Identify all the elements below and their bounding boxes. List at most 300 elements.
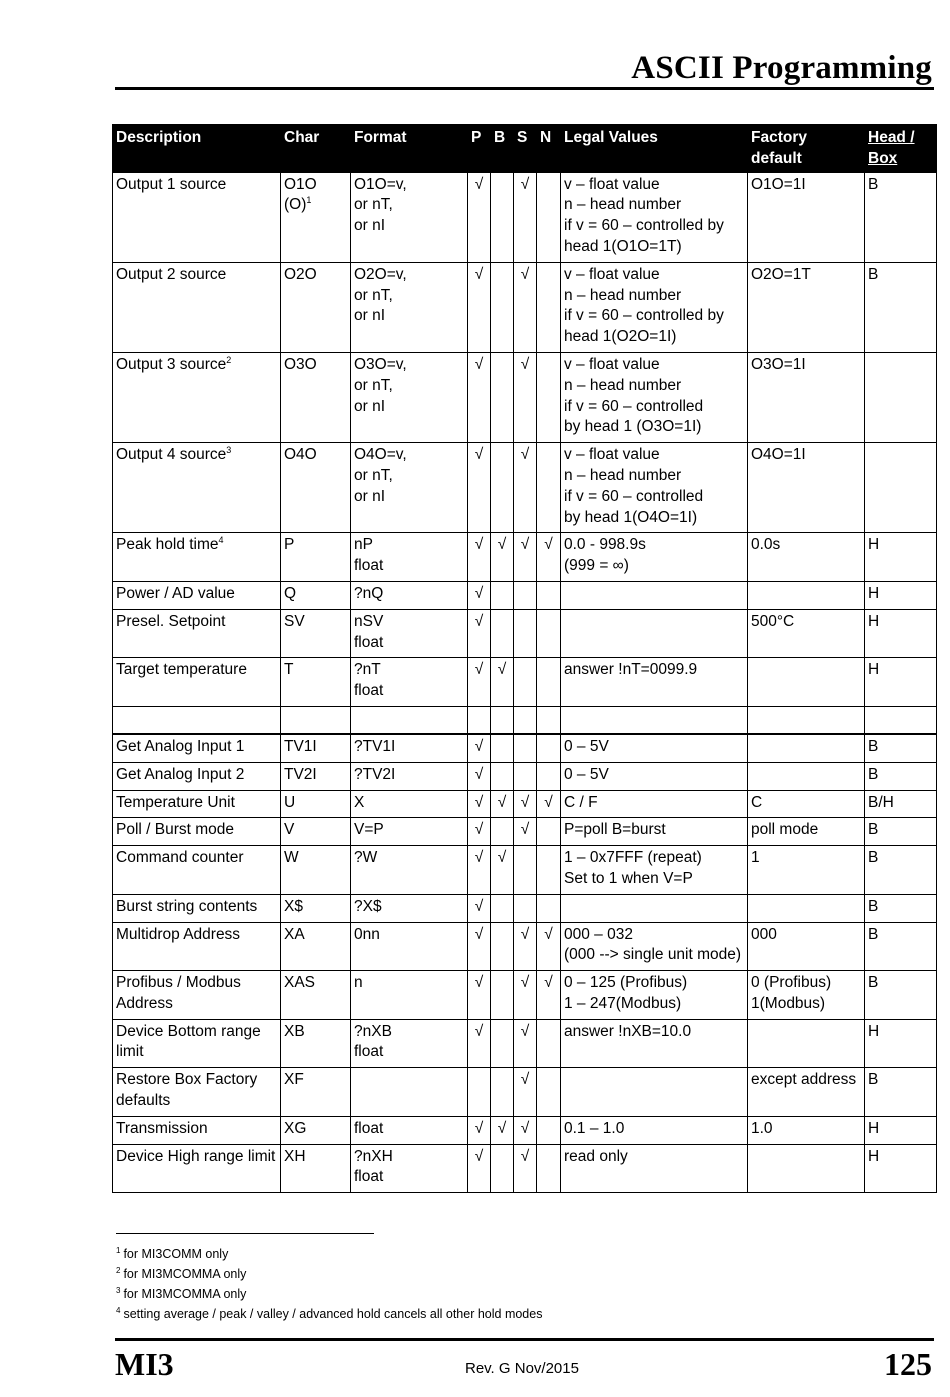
- cell-n: [537, 262, 561, 352]
- cell-head-box: [865, 734, 937, 762]
- cell-head-box: [865, 581, 937, 609]
- cell-s-text: √: [520, 1071, 530, 1089]
- cell-factory-default: [748, 352, 865, 442]
- cell-char: [281, 922, 351, 971]
- table-row: [113, 762, 937, 790]
- cell-description-text: Poll / Burst mode: [116, 821, 235, 839]
- cell-s-text: √: [520, 821, 530, 839]
- cell-s: [514, 533, 537, 582]
- cell-p: [468, 1116, 491, 1144]
- cell-factory-default: [748, 762, 865, 790]
- cell-s-text: √: [520, 536, 530, 554]
- cell-n-text: √: [544, 793, 553, 811]
- cell-format: [351, 352, 468, 442]
- cell-format-text: ?X$: [354, 897, 382, 915]
- cell-p-text: √: [474, 974, 484, 992]
- cell-head-box: [865, 971, 937, 1020]
- cell-b: [491, 609, 514, 658]
- cell-head-box: [865, 609, 937, 658]
- cell-b: [491, 846, 514, 895]
- cell-p: [468, 971, 491, 1020]
- cell-format: [351, 971, 468, 1020]
- cell-char: [281, 846, 351, 895]
- cell-factory-default: [748, 262, 865, 352]
- cell-legal-values: [561, 172, 748, 262]
- cell-format: [351, 734, 468, 762]
- cell-format: [351, 1068, 468, 1117]
- cell-head-box: [865, 352, 937, 442]
- cell-description: [113, 658, 281, 707]
- cell-n: [537, 1144, 561, 1193]
- cell-format-text: V=P: [354, 821, 384, 839]
- cell-s-text: √: [520, 1022, 530, 1040]
- cell-head-box-text: H: [868, 612, 880, 630]
- cell-n: [537, 533, 561, 582]
- cell-p-text: √: [474, 849, 484, 867]
- cell-p: [468, 922, 491, 971]
- cell-s-text: √: [520, 1147, 530, 1165]
- cell-format: [351, 443, 468, 533]
- cell-char-text: Q: [284, 584, 297, 602]
- cell-b-text: √: [497, 793, 507, 811]
- cell-b-text: √: [497, 661, 507, 679]
- footnote-text: setting average / peak / valley / advanced hold cancels all other hold modes: [123, 1307, 543, 1322]
- cell-factory-default: [748, 971, 865, 1020]
- cell-head-box: [865, 706, 937, 734]
- cell-p: [468, 894, 491, 922]
- cell-head-box: [865, 533, 937, 582]
- cell-legal-values: [561, 533, 748, 582]
- footnote-rule: [116, 1233, 374, 1234]
- footnote: [116, 1303, 542, 1323]
- cell-s: [514, 581, 537, 609]
- cell-format-text: nP float: [354, 536, 384, 575]
- cell-char-text: SV: [284, 612, 305, 630]
- cell-factory-default: [748, 922, 865, 971]
- cell-description-text: Output 3 source: [116, 355, 227, 373]
- cell-description: [113, 533, 281, 582]
- cell-char-text: TV1I: [284, 737, 317, 755]
- cell-char-text: O1O (O): [284, 175, 317, 214]
- cell-n: [537, 762, 561, 790]
- cell-factory-default-text: 000: [751, 925, 777, 943]
- cell-n-text: √: [544, 925, 553, 943]
- col-header-description: Description: [113, 125, 281, 173]
- header-rule: [115, 87, 934, 90]
- cell-legal-values: [561, 846, 748, 895]
- cell-p: [468, 1144, 491, 1193]
- cell-description-text: Multidrop Address: [116, 925, 241, 943]
- cell-format: [351, 658, 468, 707]
- cell-head-box-text: H: [868, 1022, 880, 1040]
- cell-head-box-text: B: [868, 265, 879, 283]
- cell-description-text: Power / AD value: [116, 584, 235, 602]
- cell-char: [281, 1019, 351, 1068]
- cell-format-text: O1O=v, or nT, or nI: [354, 175, 407, 235]
- cell-p-text: √: [474, 265, 484, 283]
- cell-s-text: √: [520, 355, 530, 373]
- cell-char: [281, 971, 351, 1020]
- cell-format-text: ?TV2I: [354, 765, 396, 783]
- cell-description: [113, 581, 281, 609]
- cell-b: [491, 443, 514, 533]
- cell-legal-values: [561, 581, 748, 609]
- cell-char: [281, 658, 351, 707]
- col-header-format: Format: [351, 125, 468, 173]
- cell-format: [351, 894, 468, 922]
- cell-b: [491, 1144, 514, 1193]
- cell-factory-default: [748, 609, 865, 658]
- cell-char: [281, 1068, 351, 1117]
- col-header-legal-values: Legal Values: [561, 125, 748, 173]
- cell-legal-values-text: 1 – 0x7FFF (repeat) Set to 1 when V=P: [564, 849, 702, 887]
- cell-s: [514, 443, 537, 533]
- cell-factory-default: [748, 581, 865, 609]
- cell-head-box: [865, 1144, 937, 1193]
- cell-format-text: ?W: [354, 849, 378, 867]
- cell-s: [514, 262, 537, 352]
- cell-description-text: Presel. Setpoint: [116, 612, 226, 630]
- cell-legal-values-text: 0.1 – 1.0: [564, 1119, 625, 1137]
- cell-s: [514, 846, 537, 895]
- cell-description: [113, 706, 281, 734]
- cell-factory-default-text: O1O=1I: [751, 175, 806, 193]
- cell-format: [351, 609, 468, 658]
- cell-n: [537, 443, 561, 533]
- cell-legal-values-text: answer !nT=0099.9: [564, 661, 698, 679]
- footnote-text: for MI3MCOMMA only: [123, 1287, 247, 1302]
- cell-factory-default: [748, 894, 865, 922]
- cell-legal-values-text: v – float value n – head number if v = 60 – controlled by head 1 (O3O=1I): [564, 355, 704, 436]
- cell-head-box: [865, 262, 937, 352]
- section-title: ASCII Programming: [631, 50, 932, 86]
- cell-s-text: √: [520, 175, 530, 193]
- cell-n: [537, 971, 561, 1020]
- cell-description: [113, 352, 281, 442]
- cell-description-text: Temperature Unit: [116, 793, 235, 811]
- table-body: [113, 172, 937, 1193]
- cell-char: [281, 443, 351, 533]
- cell-b: [491, 581, 514, 609]
- cell-b: [491, 172, 514, 262]
- cell-p-text: √: [474, 1022, 484, 1040]
- table-row: [113, 262, 937, 352]
- footnote-number: 2: [116, 1265, 121, 1275]
- ascii-command-table: [112, 124, 937, 1193]
- cell-s: [514, 790, 537, 818]
- col-header-factory-default: Factory default: [748, 125, 865, 173]
- footnote: [116, 1283, 542, 1303]
- cell-legal-values: [561, 352, 748, 442]
- cell-factory-default-text: 1: [751, 849, 760, 867]
- cell-head-box-text: B: [868, 849, 879, 867]
- footnote-text: for MI3MCOMMA only: [123, 1267, 247, 1282]
- cell-s: [514, 1019, 537, 1068]
- cell-factory-default-text: 1.0: [751, 1119, 773, 1137]
- cell-p-text: √: [474, 897, 484, 915]
- cell-description-text: Get Analog Input 2: [116, 765, 245, 783]
- cell-p-text: √: [474, 1147, 484, 1165]
- cell-description: [113, 1019, 281, 1068]
- cell-legal-values: [561, 922, 748, 971]
- footnote-ref: 2: [226, 354, 232, 365]
- cell-char-text: XG: [284, 1119, 307, 1137]
- cell-p-text: √: [474, 661, 484, 679]
- cell-head-box-text: B/H: [868, 793, 894, 811]
- cell-factory-default: [748, 1019, 865, 1068]
- cell-head-box-text: H: [868, 661, 880, 679]
- cell-char: [281, 762, 351, 790]
- cell-head-box: [865, 790, 937, 818]
- cell-description-text: Output 4 source: [116, 446, 227, 464]
- cell-p: [468, 762, 491, 790]
- cell-factory-default-text: except address: [751, 1071, 857, 1089]
- cell-b: [491, 352, 514, 442]
- cell-char-text: XA: [284, 925, 305, 943]
- cell-factory-default: [748, 846, 865, 895]
- cell-p-text: √: [474, 536, 484, 554]
- revision-label: Rev. G Nov/2015: [465, 1360, 579, 1377]
- cell-description-text: Output 2 source: [116, 265, 227, 283]
- cell-head-box: [865, 1068, 937, 1117]
- cell-head-box-text: B: [868, 737, 879, 755]
- cell-p: [468, 352, 491, 442]
- col-header-s: S: [514, 125, 537, 173]
- cell-p-text: √: [474, 446, 484, 464]
- cell-legal-values-text: v – float value n – head number if v = 60 – controlled by head 1(O4O=1I): [564, 446, 704, 526]
- cell-p-text: √: [474, 584, 484, 602]
- cell-factory-default: [748, 1068, 865, 1117]
- cell-b: [491, 818, 514, 846]
- cell-n: [537, 1019, 561, 1068]
- cell-head-box-text: B: [868, 974, 879, 992]
- cell-description-text: Transmission: [116, 1119, 208, 1137]
- cell-s-text: √: [520, 265, 530, 283]
- cell-description: [113, 443, 281, 533]
- cell-s: [514, 1144, 537, 1193]
- cell-format-text: ?nXB float: [354, 1022, 392, 1061]
- cell-format: [351, 706, 468, 734]
- table-row: [113, 1068, 937, 1117]
- col-header-p: P: [468, 125, 491, 173]
- cell-factory-default: [748, 818, 865, 846]
- cell-p-text: √: [474, 793, 484, 811]
- cell-s-text: √: [520, 974, 530, 992]
- cell-factory-default-text: poll mode: [751, 821, 819, 839]
- cell-legal-values-text: v – float value n – head number if v = 60 – controlled by head 1(O2O=1I): [564, 265, 724, 346]
- cell-head-box: [865, 894, 937, 922]
- cell-p: [468, 172, 491, 262]
- cell-legal-values: [561, 706, 748, 734]
- cell-b: [491, 762, 514, 790]
- cell-b: [491, 734, 514, 762]
- cell-factory-default-text: O2O=1T: [751, 265, 811, 283]
- cell-char: [281, 734, 351, 762]
- cell-head-box-text: H: [868, 1147, 880, 1165]
- page-number: 125: [884, 1346, 932, 1382]
- cell-n: [537, 609, 561, 658]
- cell-n: [537, 894, 561, 922]
- cell-legal-values: [561, 1116, 748, 1144]
- table-row: [113, 172, 937, 262]
- cell-format: [351, 762, 468, 790]
- cell-factory-default-text: O3O=1I: [751, 355, 806, 373]
- footnote-ref: 3: [226, 445, 232, 455]
- cell-format-text: nSV float: [354, 612, 384, 651]
- cell-char: [281, 790, 351, 818]
- cell-factory-default: [748, 706, 865, 734]
- cell-format: [351, 262, 468, 352]
- cell-n: [537, 352, 561, 442]
- cell-legal-values: [561, 609, 748, 658]
- cell-factory-default: [748, 658, 865, 707]
- cell-p-text: √: [474, 612, 484, 630]
- cell-head-box-text: B: [868, 925, 879, 943]
- cell-n-text: √: [544, 974, 553, 992]
- footnote-ref: 4: [218, 535, 224, 546]
- cell-char: [281, 1116, 351, 1144]
- cell-s: [514, 971, 537, 1020]
- cell-factory-default-text: 500°C: [751, 612, 795, 630]
- cell-n: [537, 734, 561, 762]
- cell-s: [514, 762, 537, 790]
- cell-char-text: O2O: [284, 265, 317, 283]
- cell-description: [113, 1144, 281, 1193]
- cell-description: [113, 818, 281, 846]
- cell-head-box-text: H: [868, 1119, 880, 1137]
- cell-factory-default: [748, 443, 865, 533]
- cell-format: [351, 533, 468, 582]
- cell-s: [514, 818, 537, 846]
- cell-char-text: TV2I: [284, 765, 317, 783]
- cell-head-box-text: H: [868, 584, 880, 602]
- cell-format-text: X: [354, 793, 365, 811]
- cell-n: [537, 581, 561, 609]
- cell-format-text: 0nn: [354, 925, 380, 943]
- cell-s-text: √: [520, 793, 530, 811]
- cell-char-text: XAS: [284, 974, 316, 992]
- table-row: [113, 922, 937, 971]
- cell-p: [468, 790, 491, 818]
- cell-format: [351, 846, 468, 895]
- cell-format-text: O3O=v, or nT, or nI: [354, 355, 407, 415]
- cell-legal-values-text: C / F: [564, 793, 598, 811]
- col-header-b: B: [491, 125, 514, 173]
- cell-p: [468, 533, 491, 582]
- cell-p: [468, 262, 491, 352]
- col-header-char: Char: [281, 125, 351, 173]
- cell-description: [113, 762, 281, 790]
- cell-s: [514, 658, 537, 707]
- cell-factory-default-text: O4O=1I: [751, 446, 806, 464]
- cell-description-text: Command counter: [116, 849, 244, 867]
- cell-char-text: T: [284, 661, 294, 679]
- footnote: [116, 1263, 542, 1283]
- cell-n: [537, 1116, 561, 1144]
- cell-description-text: Burst string contents: [116, 897, 258, 915]
- document-code: MI3: [115, 1346, 174, 1382]
- cell-char-text: O4O: [284, 446, 317, 464]
- cell-p: [468, 581, 491, 609]
- table-row: [113, 1144, 937, 1193]
- cell-p-text: √: [474, 355, 484, 373]
- cell-factory-default: [748, 734, 865, 762]
- cell-legal-values: [561, 762, 748, 790]
- cell-char: [281, 1144, 351, 1193]
- cell-n: [537, 790, 561, 818]
- table-row: [113, 1116, 937, 1144]
- cell-head-box-text: B: [868, 1071, 879, 1089]
- cell-format: [351, 1144, 468, 1193]
- cell-b-text: √: [497, 849, 507, 867]
- cell-format: [351, 172, 468, 262]
- table-row: [113, 658, 937, 707]
- cell-legal-values-text: 0 – 5V: [564, 765, 609, 783]
- table-row: [113, 581, 937, 609]
- table-row: [113, 609, 937, 658]
- cell-s: [514, 894, 537, 922]
- cell-description: [113, 971, 281, 1020]
- cell-legal-values: [561, 818, 748, 846]
- cell-s: [514, 922, 537, 971]
- cell-s: [514, 352, 537, 442]
- table-row: [113, 818, 937, 846]
- cell-char-text: W: [284, 849, 299, 867]
- cell-b: [491, 262, 514, 352]
- cell-legal-values: [561, 734, 748, 762]
- cell-format: [351, 581, 468, 609]
- cell-char: [281, 818, 351, 846]
- cell-p: [468, 658, 491, 707]
- cell-legal-values-text: read only: [564, 1147, 628, 1165]
- cell-description: [113, 1068, 281, 1117]
- cell-head-box: [865, 818, 937, 846]
- cell-factory-default: [748, 790, 865, 818]
- cell-b: [491, 533, 514, 582]
- cell-factory-default-text: C: [751, 793, 763, 811]
- table-row: [113, 706, 937, 734]
- cell-head-box: [865, 658, 937, 707]
- cell-p-text: √: [474, 1119, 484, 1137]
- cell-legal-values: [561, 262, 748, 352]
- cell-legal-values: [561, 1068, 748, 1117]
- cell-format: [351, 1019, 468, 1068]
- cell-legal-values: [561, 1019, 748, 1068]
- cell-description: [113, 262, 281, 352]
- cell-description: [113, 1116, 281, 1144]
- footnote-text: for MI3COMM only: [123, 1247, 229, 1262]
- table-row: [113, 443, 937, 533]
- table-row: [113, 533, 937, 582]
- cell-s-text: √: [520, 925, 530, 943]
- cell-legal-values: [561, 790, 748, 818]
- table-row: [113, 734, 937, 762]
- cell-b: [491, 1019, 514, 1068]
- cell-p-text: √: [474, 925, 484, 943]
- cell-description-text: Profibus / Modbus Address: [116, 974, 241, 1012]
- cell-char: [281, 262, 351, 352]
- cell-n: [537, 706, 561, 734]
- footer-rule: [115, 1338, 934, 1341]
- cell-description-text: Target temperature: [116, 661, 247, 679]
- cell-s-text: √: [520, 446, 530, 464]
- cell-legal-values-text: v – float value n – head number if v = 60 – controlled by head 1(O1O=1T): [564, 175, 724, 255]
- cell-char: [281, 609, 351, 658]
- cell-char: [281, 533, 351, 582]
- cell-head-box-text: B: [868, 897, 879, 915]
- cell-legal-values: [561, 443, 748, 533]
- cell-format-text: n: [354, 974, 363, 992]
